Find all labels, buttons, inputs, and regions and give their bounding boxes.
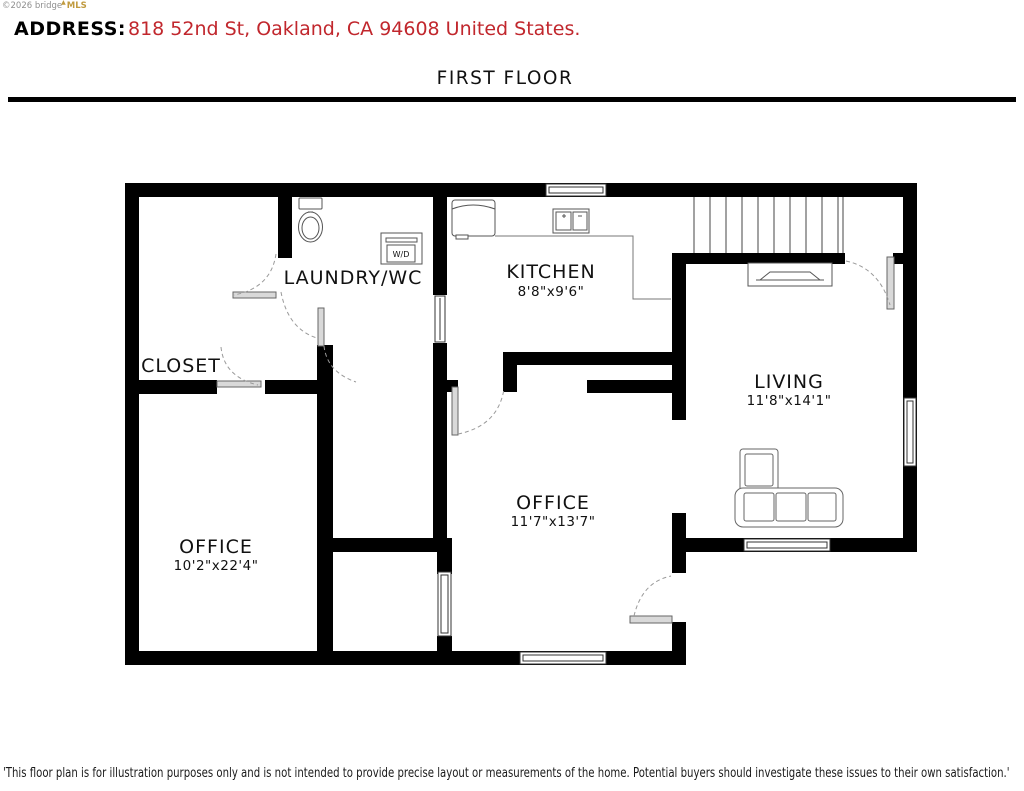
window-hall-kitchen [435, 296, 445, 342]
kitchen-sink-fixture [553, 209, 589, 233]
room-dims-kitchen: 8'8"x9'6" [517, 284, 585, 300]
room-labels [141, 261, 831, 574]
stairs [694, 197, 843, 253]
door-leaf-living-entry [887, 257, 894, 309]
room-label-office-left: OFFICE [179, 536, 253, 558]
washer-dryer-fixture [381, 233, 422, 264]
fireplace-fixture [748, 263, 832, 286]
disclaimer-text: 'This floor plan is for illustration purposes only and is not intended to provide precise layout or measurements of the home. Potential buyers should investigate these issues to their own satisfaction.' [3, 766, 1010, 781]
door-leaf-closet-room [233, 292, 276, 298]
door-leaf-kitchen-office [452, 387, 458, 435]
address-value: 818 52nd St, Oakland, CA 94608 United States. [127, 18, 581, 40]
watermark-prefix: ©2026 bridge [2, 1, 63, 11]
stove-fixture [452, 200, 495, 239]
sofa-fixture [735, 449, 843, 527]
room-label-closet: CLOSET [141, 355, 221, 377]
washer-dryer-label: W/D [392, 250, 410, 259]
walls [125, 183, 917, 665]
room-dims-office-center: 11'7"x13'7" [510, 514, 596, 530]
room-label-kitchen: KITCHEN [506, 261, 596, 283]
floor-title: FIRST FLOOR [436, 68, 574, 89]
room-dims-living: 11'8"x14'1" [746, 393, 832, 409]
window-bottom-living [744, 539, 830, 551]
room-label-laundry: LAUNDRY/WC [283, 267, 423, 289]
door-leaf-back-door [630, 616, 672, 623]
room-dims-office-left: 10'2"x22'4" [173, 558, 259, 574]
door-leaf-closet-wall [217, 381, 261, 387]
window-right-living [904, 398, 916, 466]
window-office-left-wall [438, 572, 451, 636]
window-bottom-office [520, 652, 606, 664]
toilet-fixture [299, 198, 323, 242]
room-label-office-center: OFFICE [516, 492, 590, 514]
door-leaf-hall [318, 308, 324, 346]
watermark-spark-icon: ▲ [61, 0, 66, 6]
window-top-kitchen [546, 184, 606, 196]
watermark-brand: MLS [66, 1, 87, 11]
address-label: ADDRESS: [14, 18, 126, 40]
room-label-living: LIVING [754, 371, 824, 393]
